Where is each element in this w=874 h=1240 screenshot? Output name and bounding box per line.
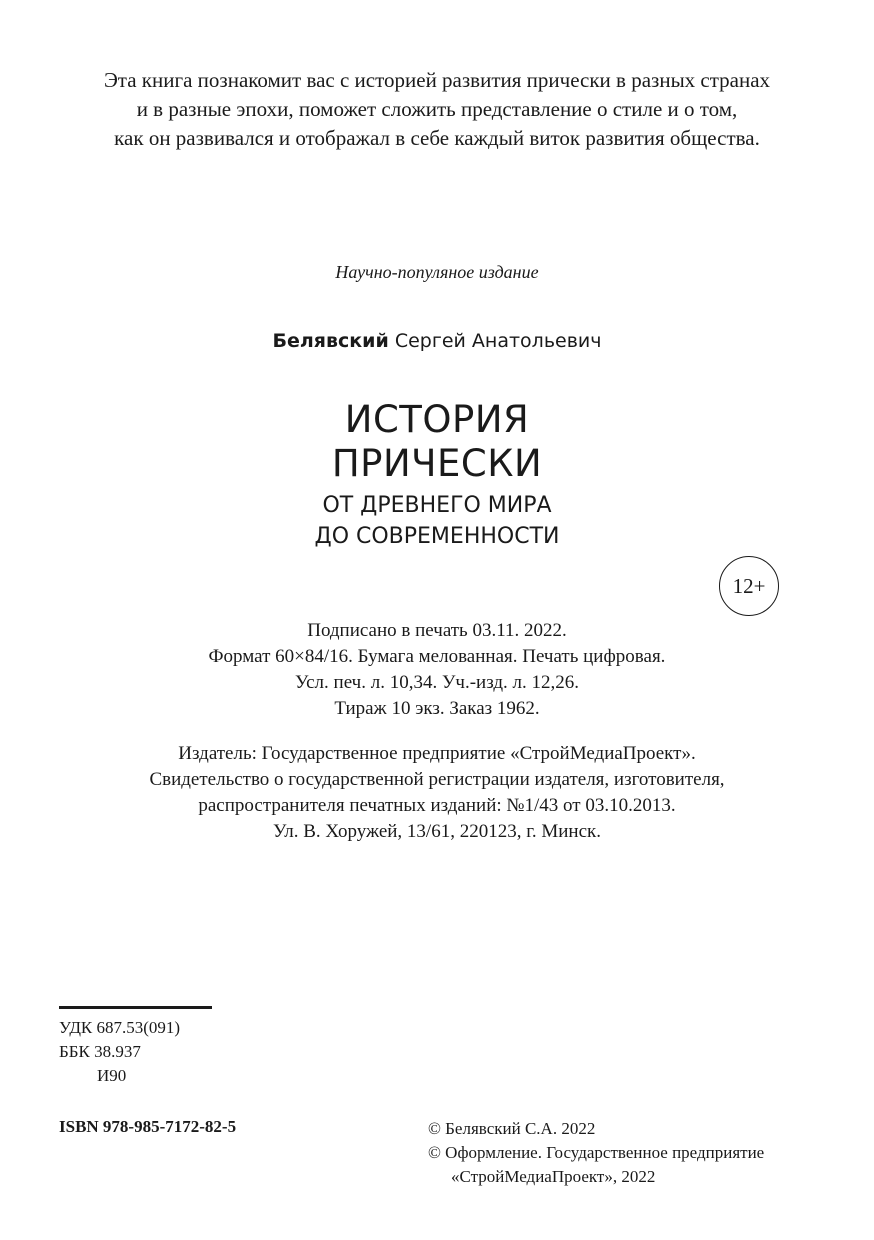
isbn: ISBN 978-985-7172-82-5: [59, 1117, 237, 1136]
udk-code: УДК 687.53(091): [59, 1018, 181, 1037]
publisher-info: [0, 741, 874, 845]
print-info-line: Подписано в печать 03.11. 2022.: [307, 620, 567, 641]
publisher-info-line: Свидетельство о государственной регистрации издателя, изготовителя,: [149, 769, 725, 790]
book-title-line: ИСТОРИЯ: [344, 398, 530, 441]
book-title-line: ПРИЧЕСКИ: [331, 442, 543, 485]
copyright-line: «СтройМедиаПроект», 2022: [451, 1167, 656, 1186]
print-info-line: Тираж 10 экз. Заказ 1962.: [334, 698, 540, 719]
author-given-names: Сергей Анатольевич: [394, 330, 602, 352]
annotation-line: Эта книга познакомит вас с историей развития прически в разных странах: [103, 68, 771, 92]
copyright-line: © Оформление. Государственное предприятие: [428, 1143, 765, 1162]
copyright-line: © Белявский С.А. 2022: [428, 1119, 596, 1138]
print-info: [0, 618, 874, 722]
age-rating-badge: 12+: [719, 556, 779, 616]
book-subtitle-line: ОТ ДРЕВНЕГО МИРА: [322, 493, 552, 518]
annotation-line: как он развивался и отображал в себе каждый виток развития общества.: [114, 126, 760, 150]
publisher-info-line: Ул. В. Хоружей, 13/61, 220123, г. Минск.: [272, 821, 602, 842]
author-mark: И90: [97, 1066, 127, 1085]
book-title: [0, 398, 874, 486]
publisher-info-line: Издатель: Государственное предприятие «СтройМедиаПроект».: [178, 743, 696, 764]
divider-rule: [59, 1006, 212, 1009]
publisher-info-line: распространителя печатных изданий: №1/43 от 03.10.2013.: [198, 795, 676, 816]
book-subtitle: [0, 490, 874, 552]
bbk-code: ББК 38.937: [59, 1042, 141, 1061]
author-name: [0, 330, 874, 352]
annotation-line: и в разные эпохи, поможет сложить представление о стиле и о том,: [136, 97, 738, 121]
classification-codes: [59, 1016, 180, 1088]
book-subtitle-line: ДО СОВРЕМЕННОСТИ: [314, 524, 560, 549]
annotation-text: [0, 66, 874, 153]
copyright-block: [428, 1117, 764, 1189]
print-info-line: Формат 60×84/16. Бумага мелованная. Печать цифровая.: [208, 646, 666, 667]
author-surname: Белявский: [272, 330, 389, 352]
print-info-line: Усл. печ. л. 10,34. Уч.-изд. л. 12,26.: [294, 672, 580, 693]
edition-type: Научно-популяное издание: [335, 262, 539, 282]
